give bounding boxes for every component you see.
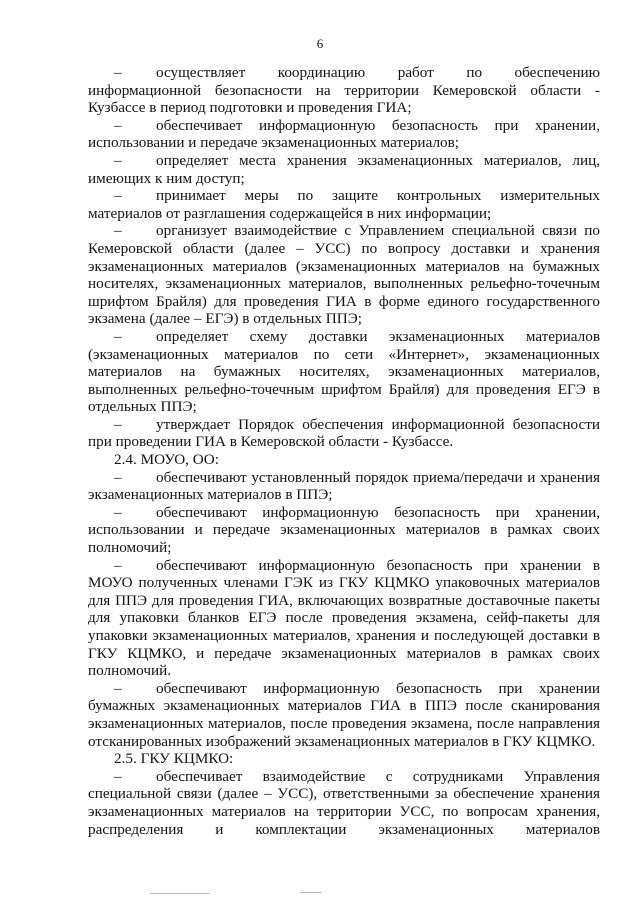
document-body xyxy=(88,64,600,838)
list-item-text: обеспечивает взаимодействие с сотрудниками Управления специальной связи (далее – УСС), ответственными за обеспечение хранения экзаменационных материалов на территории УСС, по вопросам хранения, распределения и комплектации экзаменационных материалов xyxy=(88,767,600,838)
dash-marker: – xyxy=(114,222,122,240)
dash-marker: – xyxy=(114,468,122,486)
scan-artifact xyxy=(150,893,210,894)
dash-marker: – xyxy=(114,679,122,697)
list-item xyxy=(88,152,600,187)
list-item xyxy=(88,64,600,117)
list-item xyxy=(88,469,600,504)
list-item xyxy=(88,768,600,838)
list-item xyxy=(88,222,600,328)
list-item xyxy=(88,504,600,557)
list-item-text: обеспечивает информационную безопасность при хранении, использовании и передаче экзаменационных материалов; xyxy=(88,116,600,152)
list-item-text: обеспечивают информационную безопасность при хранении в МОУО полученных членами ГЭК из ГКУ КЦМКО упаковочных материалов для ППЭ для проведения ГИА, включающих возвратные доставочные пакеты для упаковки бланков ЕГЭ после проведения экзамена, сейф-пакеты для упаковки экзаменационных материалов, хранения и последующей доставки в ГКУ КЦМКО, и передаче экзаменационных материалов в рамках своих полномочий. xyxy=(88,556,600,680)
list-item xyxy=(88,680,600,750)
dash-marker: – xyxy=(114,415,122,433)
list-item xyxy=(88,416,600,451)
dash-marker: – xyxy=(114,116,122,134)
dash-marker: – xyxy=(114,64,122,81)
list-item xyxy=(88,117,600,152)
list-item-text: обеспечивают информационную безопасность при хранении, использовании и передаче экзаменационных материалов в рамках своих полномочий; xyxy=(88,503,600,557)
scan-artifact xyxy=(300,892,322,893)
dash-marker: – xyxy=(114,327,122,345)
list-item-text: утверждает Порядок обеспечения информационной безопасности при проведении ГИА в Кемеровской области - Кузбассе. xyxy=(88,415,600,451)
list-item xyxy=(88,187,600,222)
dash-marker: – xyxy=(114,503,122,521)
list-item-text: организует взаимодействие с Управлением специальной связи по Кемеровской области (далее – УСС) по вопросу доставки и хранения экзаменационных материалов (экзаменационных материалов на бумажных носителях, экзаменационных материалов, выполненных рельефно-точечным шрифтом Брайля) для проведения ГИА в форме единого государственного экзамена (далее – ЕГЭ) в отдельных ППЭ; xyxy=(88,222,600,328)
list-item xyxy=(88,557,600,680)
dash-marker: – xyxy=(114,767,122,785)
list-item-text: определяет схему доставки экзаменационных материалов (экзаменационных материалов по сети «Интернет», экзаменационных материалов на бумажных носителях, экзаменационных материалов, выполненных рельефно-точечным шрифтом Брайля) для проведения ЕГЭ в отдельных ППЭ; xyxy=(88,327,600,416)
section-heading-2-5: 2.5. ГКУ КЦМКО: xyxy=(114,750,234,768)
section-heading-2-4: 2.4. МОУО, ОО: xyxy=(114,451,219,469)
dash-marker: – xyxy=(114,556,122,574)
dash-marker: – xyxy=(114,151,122,169)
list-item-text: принимает меры по защите контрольных измерительных материалов от разглашения содержащейся в них информации; xyxy=(88,187,600,222)
dash-marker: – xyxy=(114,187,122,205)
list-item-text: определяет места хранения экзаменационных материалов, лиц, имеющих к ним доступ; xyxy=(88,151,600,187)
list-item-text: обеспечивают установленный порядок приема/передачи и хранения экзаменационных материалов в ППЭ; xyxy=(88,468,600,504)
page-number: 6 xyxy=(316,36,324,51)
list-item-text: обеспечивают информационную безопасность при хранении бумажных экзаменационных материалов ГИА в ППЭ после сканирования экзаменационных материалов, после проведения экзамена, после направления отсканированных изображений экзаменационных материалов в ГКУ КЦМКО. xyxy=(88,679,600,750)
list-item-text: осуществляет координацию работ по обеспечению информационной безопасности на территории Кемеровской области - Кузбассе в период подготовки и проведения ГИА; xyxy=(88,64,600,117)
list-item xyxy=(88,328,600,416)
